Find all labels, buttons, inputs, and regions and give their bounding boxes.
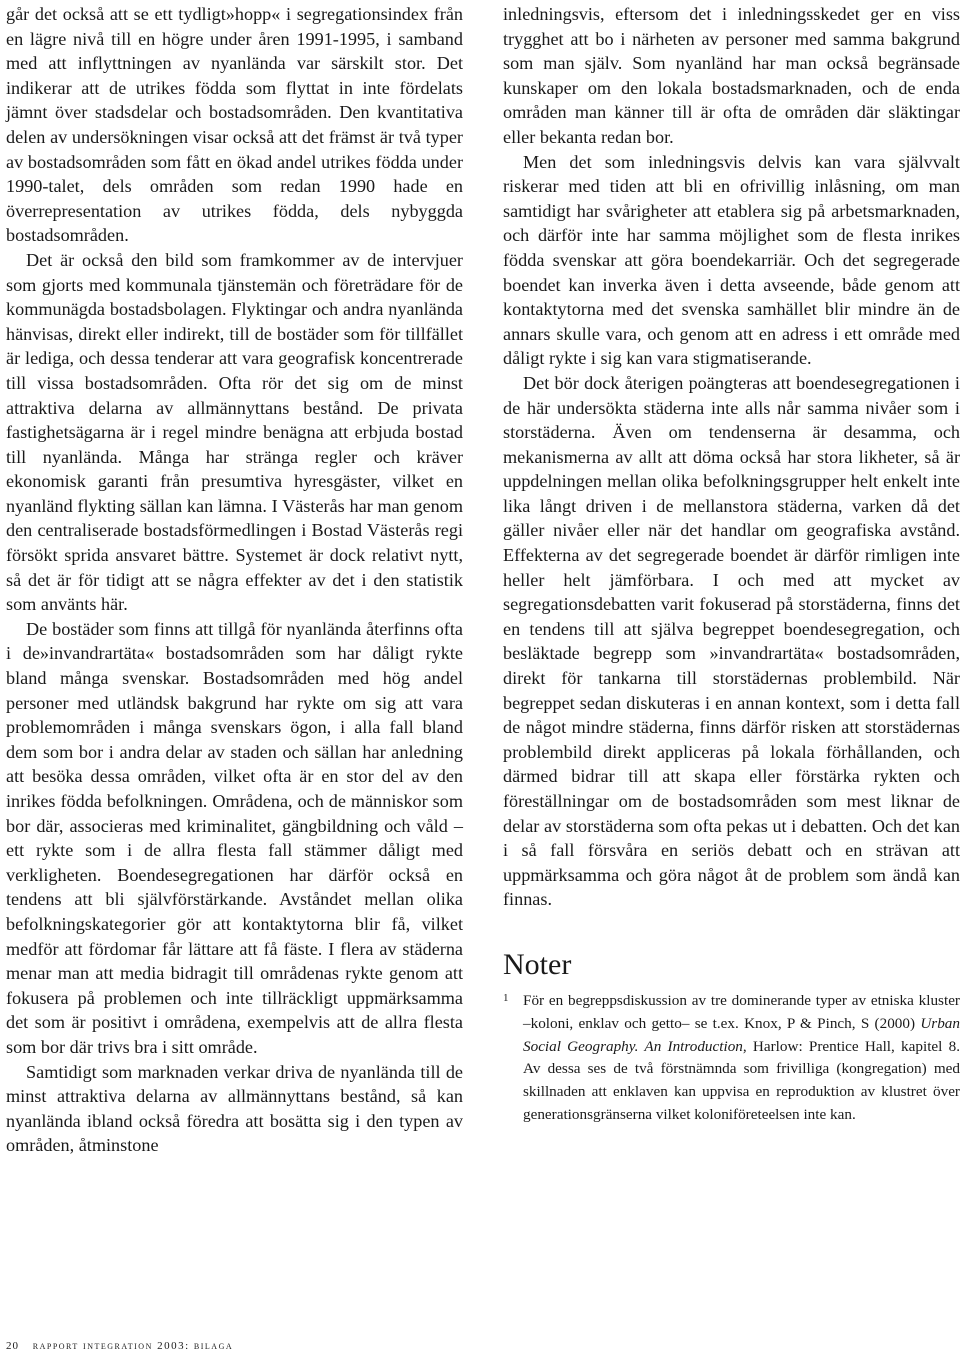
paragraph: Det bör dock återigen poängteras att boendesegregationen i de här undersökta städerna inte alls når samma nivåer som i storstäderna. Även om tendenserna är desamma, och mekanismerna av allt att döma också har stora likheter, så är uppdelningen mellan olika befolkningsgrupper helt enkelt inte lika långt driven i de mellanstora städerna, varken då det gäller nivåer eller när det handlar om geografiska avstånd. Effekterna av det segregerade boendet är därför rimligen inte heller helt jämförbara. I och med att mycket av segregationsdebatten varit fokuserad på storstäderna, finns det en tendens till att själva begreppet boendesegregation, och besläktade begrepp som »invandrartäta« bostadsområden, direkt för tankarna till storstädernas problembild. När begreppet sedan diskuteras i en annan kontext, som i detta fall de något mindre städerna, finns därför risken att storstädernas problembild direkt appliceras på lokala förhållanden, och därmed bidrar till att skapa eller förstärka rykten och föreställningar om de bostadsområden som mest liknar de delar av storstäderna som ofta pekas ut i debatten. Och det kan i så fall försvåra en seriös debatt och en strävan att uppmärksamma och göra något åt de problem som ändå kan finnas. xyxy=(503,372,960,910)
paragraph: går det också att se ett tydligt»hopp« i segregationsindex från en lägre nivå till en högre under åren 1991-1995, i samband med att inflyttningen av nyanlända var särskilt stor. Det indikerar att de utrikes födda som flyttat in inte fördelats jämnt över stadsdelar och bostadsområden. Den kvantitativa delen av undersökningen visar också att det främst är två typer av bostadsområden som fått en ökad andel utrikes födda under 1990-talet, dels områden som redan 1990 hade en överrepresentation av utrikes födda, dels nybyggda bostadsområden. xyxy=(6,4,463,246)
paragraph: Det är också den bild som framkommer av de intervjuer som gjorts med kommunala tjänstemän och företrädare för de kommunägda bostadsbolagen. Flyktingar och andra nyanlända hänvisas, direkt eller indirekt, till de bostäder som för tillfället är lediga, och dessa tenderar att vara geografisk koncentrerade till vissa bostadsområden. Ofta rör det sig om de minst attraktiva delarna av allmännyttans bestånd. De privata fastighetsägarna är i regel mindre benägna att erbjuda bostad till nyanlända. Många har stränga regler och kräver ekonomisk garanti från presumtiva hyresgäster, vilket en nyanländ flykting sällan kan lämna. I Västerås har man genom den centraliserade bostadsförmedlingen i Bostad Västerås regi försökt sprida ansvaret bättre. Systemet är dock relativt nytt, så det är för tidigt att se några effekter av det i den statistik som använts här. xyxy=(6,249,463,615)
paragraph: Men det som inledningsvis delvis kan vara självvalt riskerar med tiden att bli en ofrivillig inlåsning, om man samtidigt har svårigheter att etablera sig på arbetsmarknaden, och därför inte har samma möjlighet som de flesta inrikes födda svenskar att göra boendekarriär. Och det segregerade boendet kan inverka även i detta avseende, både genom att kontaktytorna med det svenska samhället blir mindre än de annars skulle vara, och genom att en adress i ett område med dåligt rykte i sig kan vara stigmatiserande. xyxy=(503,151,960,369)
notes-heading: Noter xyxy=(503,947,572,981)
paragraph: Samtidigt som marknaden verkar driva de nyanlända till de minst attraktiva delarna av allmännyttans bestånd, så kan nyanlända ibland också föredra att bosätta sig i den typen av områden, åtminstone xyxy=(6,1061,463,1156)
footnote-text-start: För en begreppsdiskussion av tre dominerande typer av etniska kluster –koloni, enklav och getto– se t.ex. Knox, P & Pinch, S (2000) xyxy=(523,991,960,1032)
paragraph: De bostäder som finns att tillgå för nyanlända återfinns ofta i de»invandrartäta« bostadsområden som har dåligt rykte bland många svenskar. Bostadsområden med hög andel personer med utländsk bakgrund har rykte om sig att vara problemområden i många svenskars ögon, i alla fall bland dem som bor i andra delar av staden och sällan har anledning att besöka dessa områden, vilket ofta är en stor del av den inrikes födda befolkningen. Områdena, och de människor som bor där, associeras med kriminalitet, gängbildning och våld – ett rykte som i de allra flesta fall stämmer dåligt med verkligheten. Boendesegregationen har därför också en tendens att bli självförstärkande. Avståndet mellan olika befolkningskategorier gör att kontaktytorna blir få, vilket medför att fördomar får lättare att få fäste. I flera av städerna menar man att media bidragit till områdenas rykte genom att fokusera på problemen och inte tillräckligt uppmärksamma det som är positivt i områdena, exempelvis att de allra flesta som bor där trivs bra i sitt område. xyxy=(6,618,463,1057)
page-number: 20 xyxy=(6,1340,19,1352)
right-column xyxy=(503,2,960,1127)
page-footer xyxy=(6,1340,233,1352)
footnote xyxy=(503,990,960,1127)
left-column xyxy=(6,2,463,1158)
running-title: rapport integration 2003: bilaga xyxy=(32,1340,234,1352)
paragraph: inledningsvis, eftersom det i inledningsskedet ger en viss trygghet att bo i närheten av personer med samma bakgrund som man själv. Som nyanländ har man också begränsade kunskaper om den lokala bostadsmarknaden, och de enda områden man känner till är ofta de områden där släktingar eller bekanta redan bor. xyxy=(503,4,960,147)
footnote-number: 1 xyxy=(503,991,509,1004)
footnote-book-title: Urban Social Geography. An Introduction xyxy=(523,1014,960,1055)
footnote-text-end: , Harlow: Prentice Hall, kapitel 8. Av dessa ses de två förstnämnda som frivilliga (kongregation) med skillnaden att enklaven kan uppvisa en reproduktion av klustret över generationsgränserna vilket koloniföreteelsen inte kan. xyxy=(523,1037,960,1123)
